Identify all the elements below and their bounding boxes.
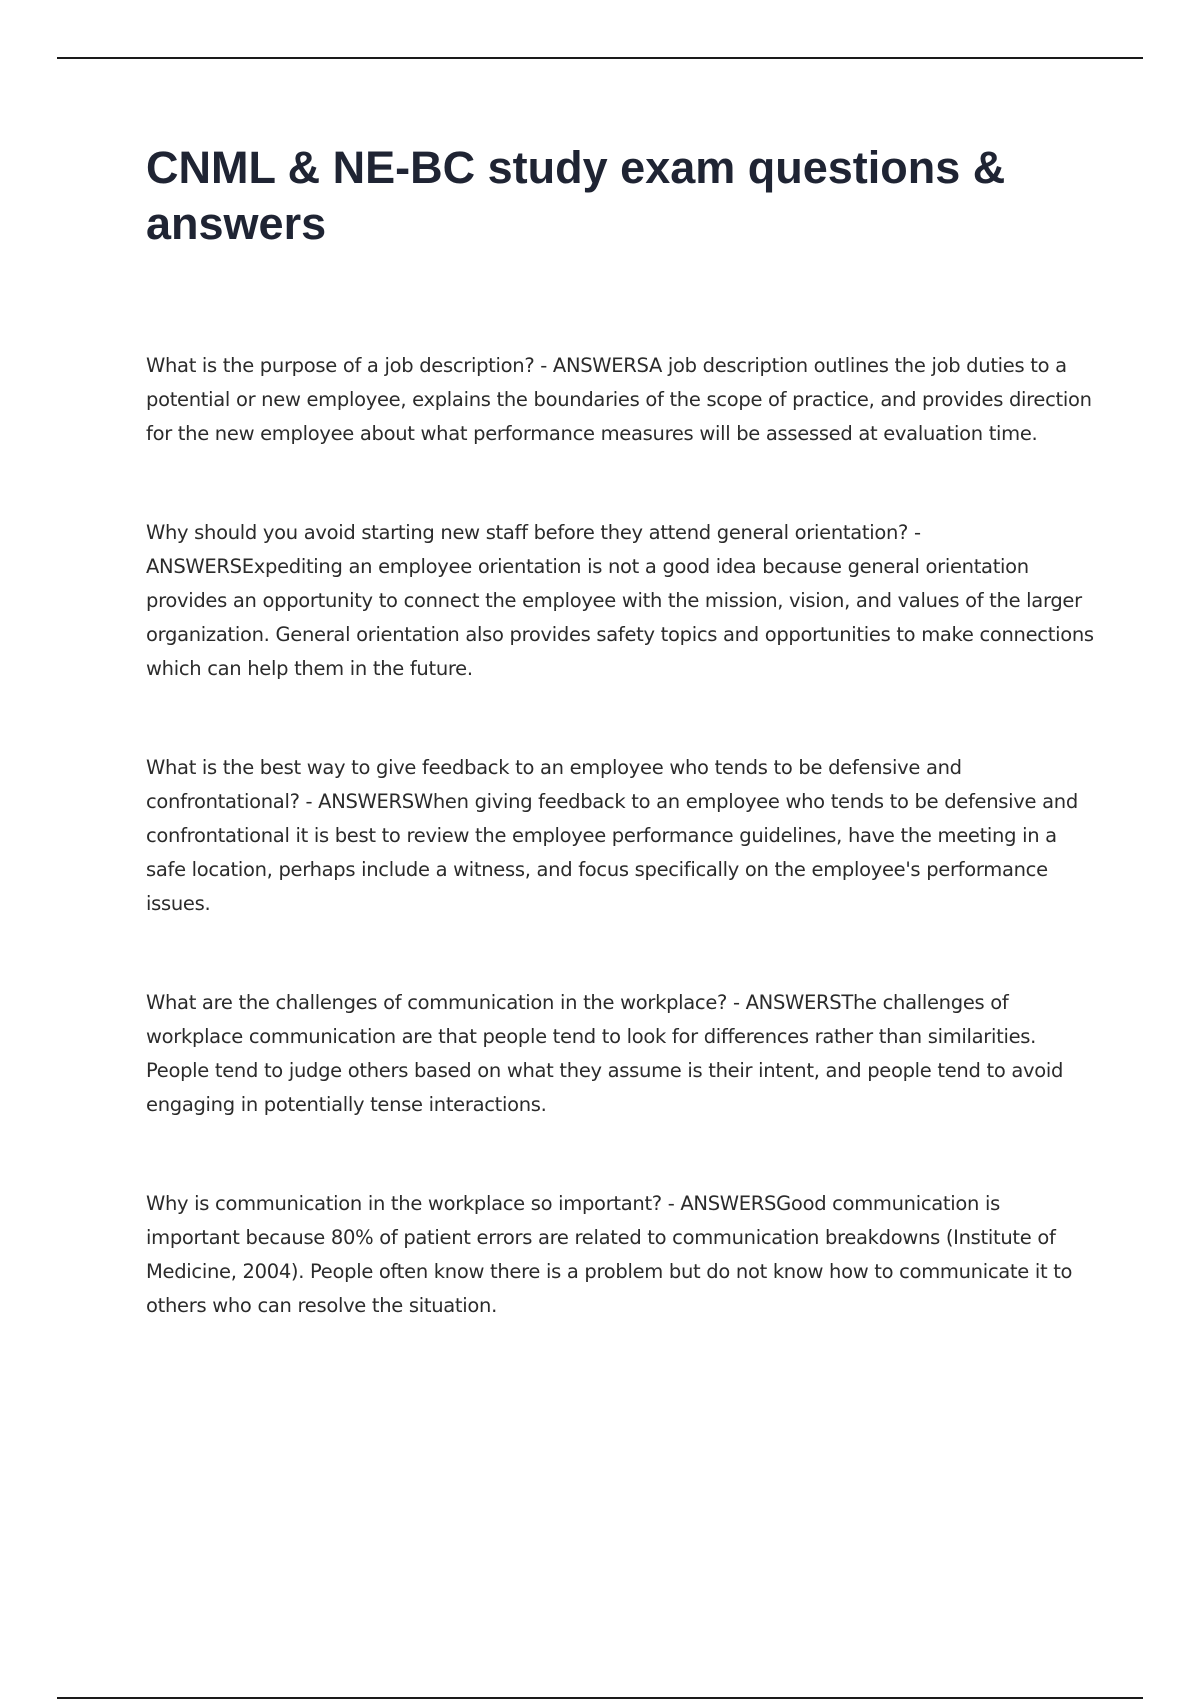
qa-entry-general-orientation: Why should you avoid starting new staff before they attend general orientation? - ANSWERSExpediting an employee orientation is not a good idea because general orientation provides an opportunity to connect the employee with the mission, vision, and values of the larger organization. General orientation also provides safety topics and opportunities to make connections which can help them in the future. [146, 521, 1094, 680]
qa-list [146, 349, 1096, 1323]
document-body [146, 140, 1096, 1388]
qa-entry-feedback: What is the best way to give feedback to an employee who tends to be defensive and confrontational? - ANSWERSWhen giving feedback to an employee who tends to be defensive and confrontational it is best to review the employee performance guidelines, have the meeting in a safe location, perhaps include a witness, and focus specifically on the employee's performance issues. [146, 756, 1078, 915]
qa-entry-job-description: What is the purpose of a job description? - ANSWERSA job description outlines the job duties to a potential or new employee, explains the boundaries of the scope of practice, and provides direction for the new employee about what performance measures will be assessed at evaluation time. [146, 354, 1092, 445]
header-rule [57, 57, 1143, 59]
qa-entry-communication-importance: Why is communication in the workplace so important? - ANSWERSGood communication is important because 80% of patient errors are related to communication breakdowns (Institute of Medicine, 2004). People often know there is a problem but do not know how to communicate it to others who can resolve the situation. [146, 1192, 1073, 1317]
qa-entry-communication-challenges: What are the challenges of communication in the workplace? - ANSWERSThe challenges of workplace communication are that people tend to look for differences rather than similarities. People tend to judge others based on what they assume is their intent, and people tend to avoid engaging in potentially tense interactions. [146, 991, 1064, 1116]
document-title: CNML & NE-BC study exam questions & answers [146, 142, 1006, 249]
footer-rule [57, 1697, 1143, 1699]
